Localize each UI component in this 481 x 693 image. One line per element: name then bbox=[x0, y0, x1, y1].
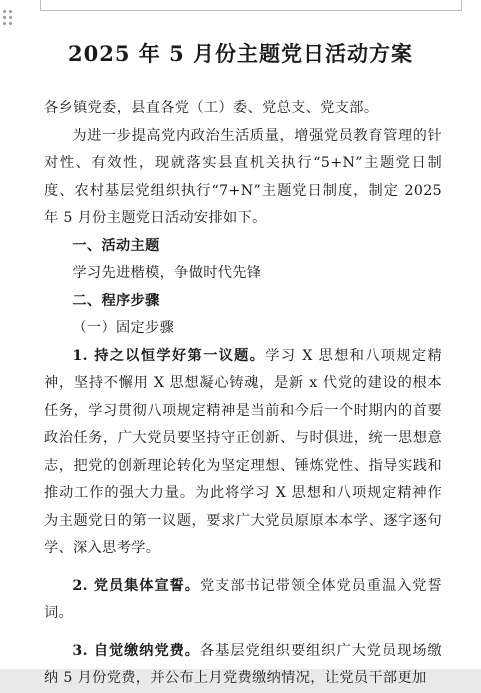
theme-text: 学习先进楷模，争做时代先锋 bbox=[72, 265, 262, 281]
list-item bbox=[44, 638, 442, 693]
item-text: 党支部书记带领全体党员重温入党誓词。 bbox=[44, 577, 442, 621]
list-item bbox=[44, 343, 442, 563]
subsection-heading-fixed-steps: （一）固定步骤 bbox=[72, 320, 175, 336]
page-top-border bbox=[40, 0, 462, 11]
intro-paragraph: 为进一步提高党内政治生活质量，增强党员教育管理的针对性、有效性，现就落实县直机关执行“5+N”主题党日制度、农村基层党组织执行“7+N”主题党日制度，制定 2025 年 5 月份主题党日活动安排如下。 bbox=[44, 127, 442, 226]
item-lead: 1. 持之以恒学好第一议题。 bbox=[72, 347, 266, 364]
item-lead: 3. 自觉缴纳党费。 bbox=[72, 642, 200, 659]
list-item bbox=[44, 573, 442, 628]
section-heading-steps: 二、程序步骤 bbox=[72, 292, 160, 309]
document-body bbox=[44, 95, 442, 693]
item-text: 各基层党组织要组织广大党员现场缴纳 5 月份党费，并公布上月党费缴纳情况，让党员干部更加 bbox=[44, 642, 442, 686]
drag-handle-icon[interactable] bbox=[3, 10, 15, 26]
document-title: 2025 年 5 月份主题党日活动方案 bbox=[68, 41, 413, 66]
salutation: 各乡镇党委，县直各党（工）委、党总支、党支部。 bbox=[44, 100, 379, 116]
item-lead: 2. 党员集体宣誓。 bbox=[72, 577, 200, 594]
section-heading-theme: 一、活动主题 bbox=[72, 237, 160, 254]
item-text: 学习 X 思想和八项规定精神，坚持不懈用 X 思想凝心铸魂，是新 x 代党的建设的根本任务，学习贯彻八项规定精神是当前和今后一个时期内的首要政治任务，广大党员要坚持守正创新、与时俱进，统一思想意志，把党的创新理论转化为坚定理想、锤炼党性、指导实践和推动工作的强大力量。为此将学习 X 思想和八项规定精神作为主题党日的第一议题，要求广大党员原原本本学、逐字逐句学、深入思考学。 bbox=[44, 347, 443, 556]
